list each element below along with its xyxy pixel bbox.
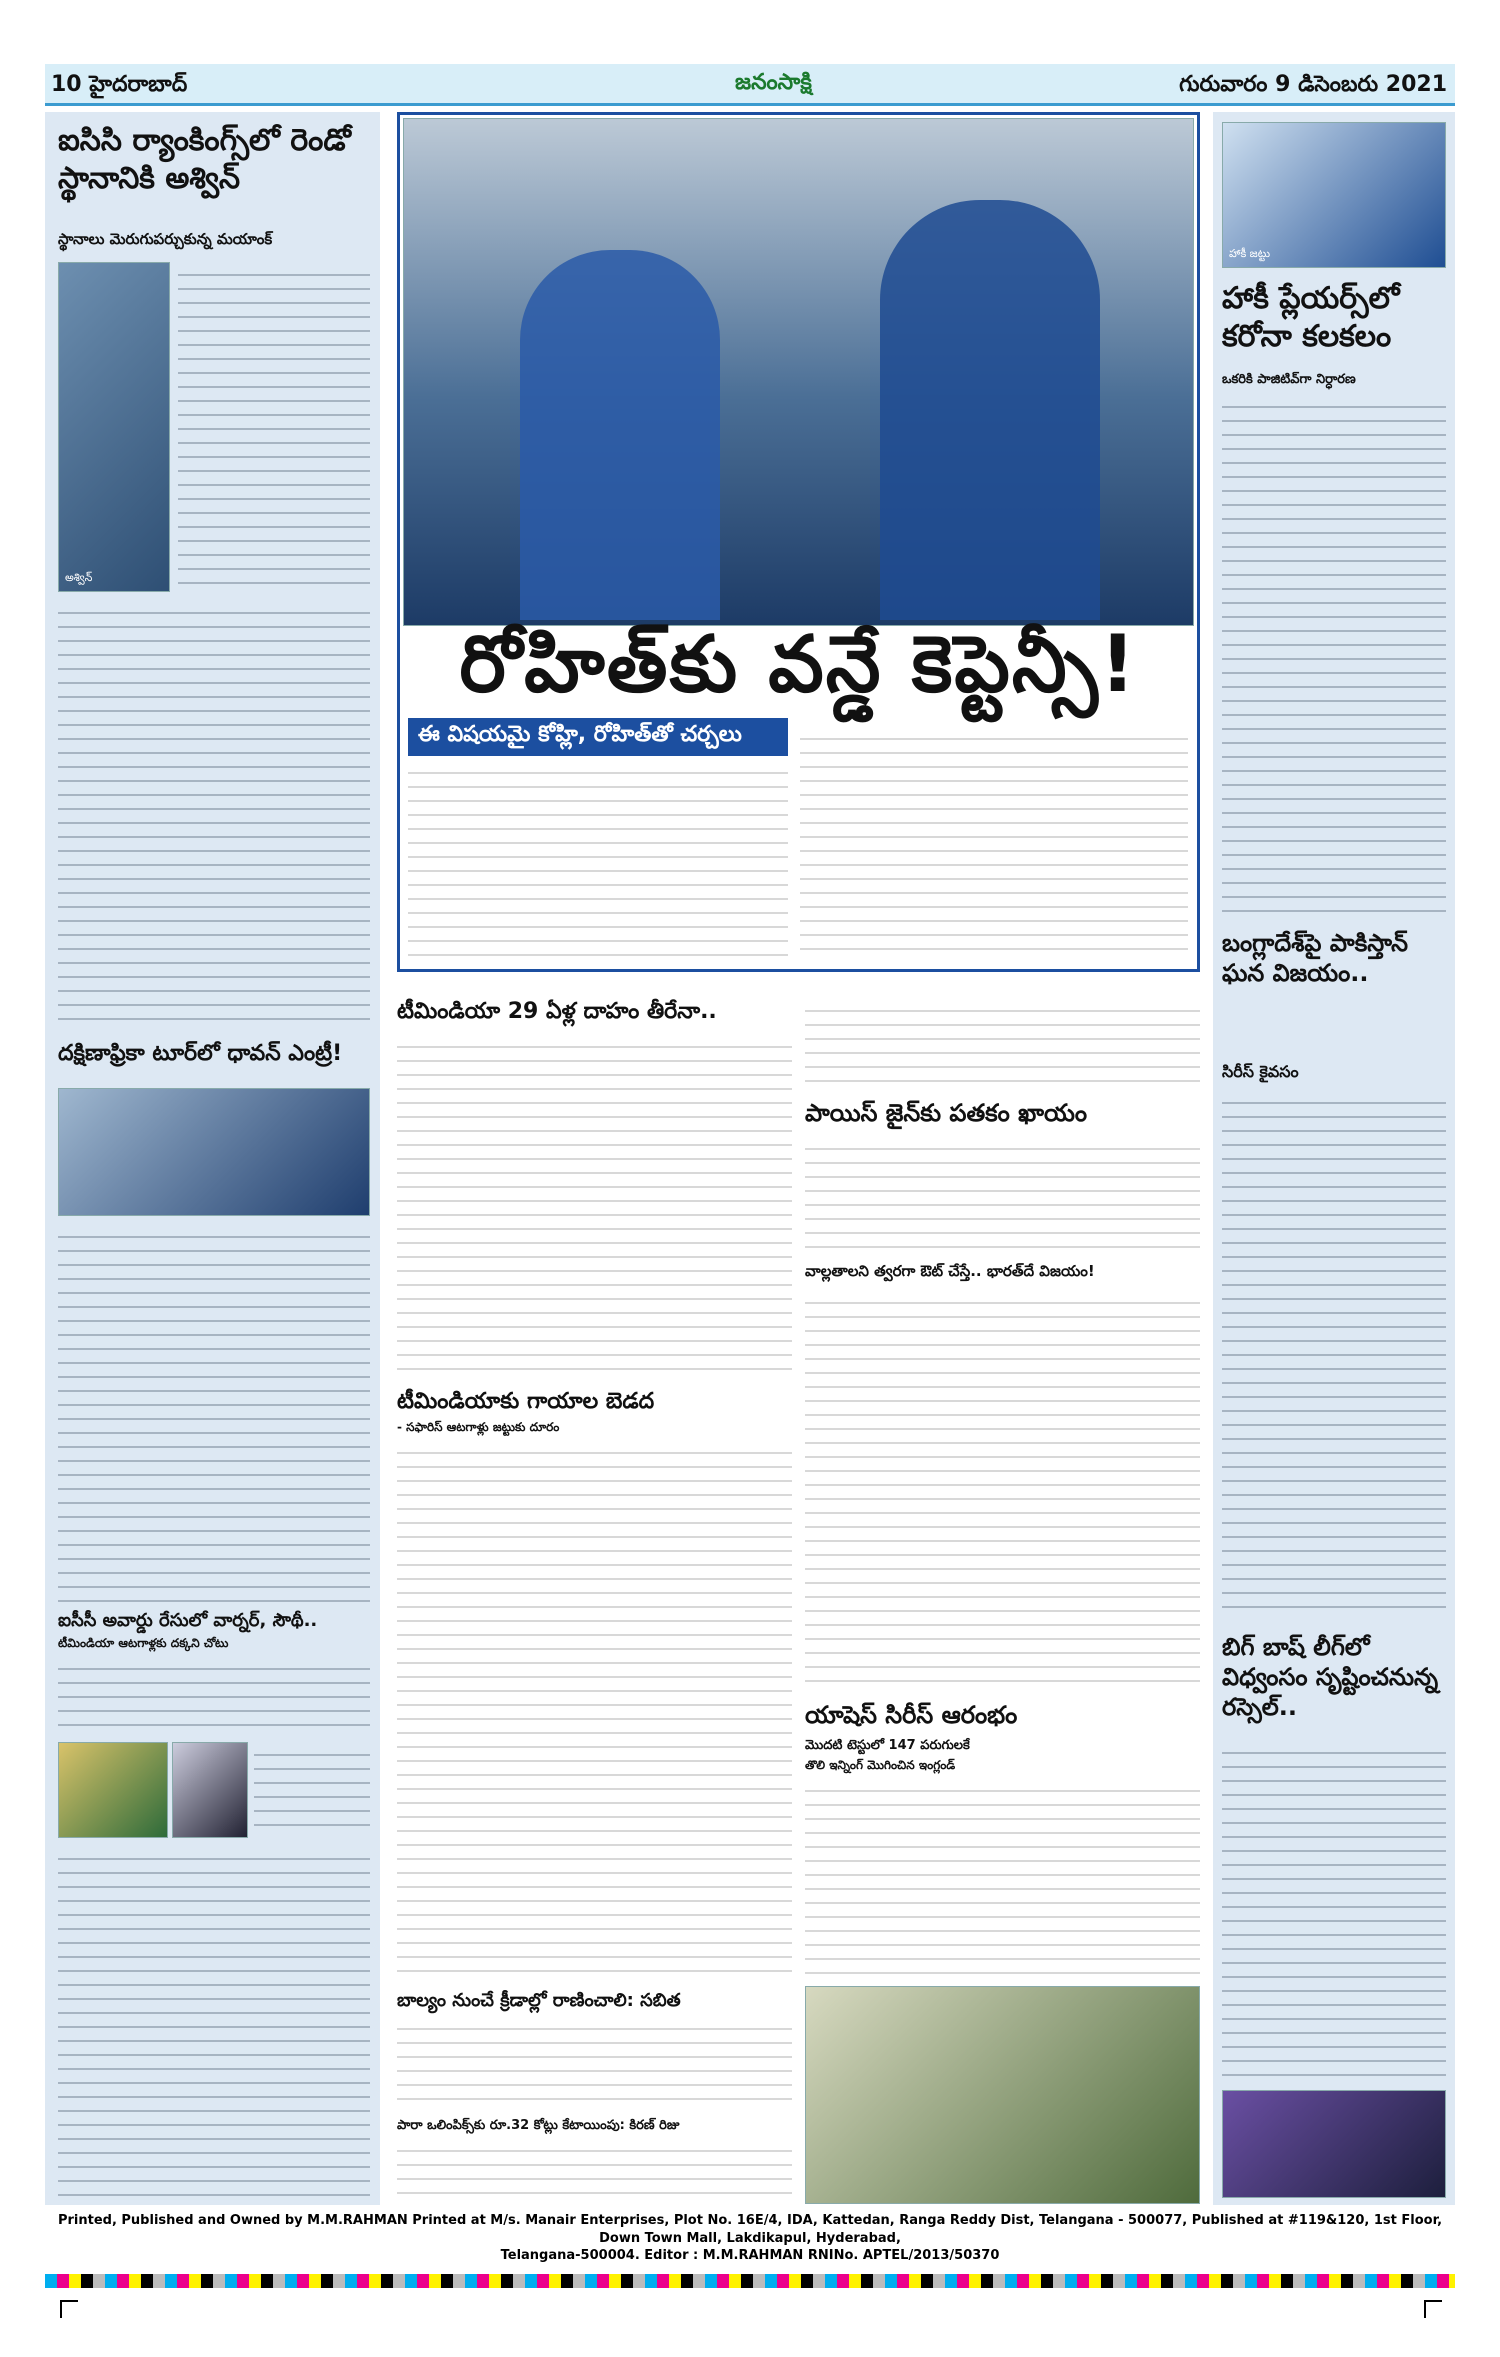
crop-mark-right: [1424, 2300, 1442, 2318]
story-g-sub2: తొలి ఇన్నింగ్ మొగించిన ఇంగ్లండ్: [805, 1758, 956, 1772]
left-story-text-1: [178, 262, 370, 592]
main-subhead: ఈ విషయమై కోహ్లి, రోహిత్‌తో చర్చలు: [408, 718, 788, 756]
right-story2-text: [1222, 1090, 1446, 1620]
story-e-text: [805, 1136, 1200, 1252]
hockey-photo: హాకీ జట్టు: [1222, 122, 1446, 268]
story-a-headline: టీమిండియా 29 ఏళ్ల దాహం తీరేనా..: [397, 999, 717, 1024]
story-f-text: [805, 1290, 1200, 1690]
story-g-sub1: మొదటి టెస్టులో 147 పరుగులకే: [805, 1738, 970, 1753]
story-d-text: [397, 2138, 792, 2202]
page-number-edition: 10 హైదరాబాద్: [51, 72, 188, 97]
left-story2-text: [58, 1224, 370, 1602]
story-e-headline: పాయిస్ జైన్‌కు పతకం ఖాయం: [805, 1099, 1088, 1127]
left-story2-headline: దక్షిణాఫ్రికా టూర్‌లో ధావన్ ఎంట్రీ!: [58, 1041, 343, 1066]
imprint-footer: [45, 2212, 1455, 2265]
player-figure-right: [880, 200, 1100, 620]
left-story-text-2: [58, 600, 370, 1030]
story-b-sub: - సఫారిస్ ఆటగాళ్లు జట్టుకు దూరం: [397, 1420, 560, 1434]
left-headline: ఐసిసి ర్యాంకింగ్స్‌లో రెండో స్థానానికి అశ్విన్: [58, 123, 351, 196]
left-story3-sub: టీమిండియా ఆటగాళ్లకు దక్కని చోటు: [58, 1636, 229, 1650]
left-story3-text-b: [254, 1742, 370, 1838]
ashes-photo: [805, 1986, 1200, 2204]
issue-date: గురువారం 9 డిసెంబరు 2021: [1179, 72, 1447, 97]
main-headline: రోహిత్‌కు వన్డే కెప్టెన్సీ!: [459, 620, 1138, 710]
crop-mark-left: [60, 2300, 78, 2318]
southee-photo: [172, 1742, 248, 1838]
right-story3-text: [1222, 1740, 1446, 2080]
story-c-headline: బాల్యం నుంచే క్రీడాల్లో రాణించాలి: సబిత: [397, 1990, 681, 2011]
main-story-text-2: [800, 726, 1188, 960]
right-headline-3: బిగ్ బాష్ లీగ్‌లో విధ్వంసం సృష్టించనున్న రస్సెల్..: [1222, 1633, 1439, 1721]
dhawan-photo: [58, 1088, 370, 1216]
right-story1-text: [1222, 394, 1446, 918]
imprint-line-1: Printed, Published and Owned by M.M.RAHMAN Printed at M/s. Manair Enterprises, Plot No. 16E/4, IDA, Kattedan, Ranga Reddy Dist, Telangana - 500077, Published at #119&120, 1st Floor, Down Town Mall, Lakdikapul, Hyderabad,: [57, 2213, 1443, 2246]
right-headline-2: బంగ్లాదేశ్‌పై పాకిస్తాన్ ఘన విజయం..: [1222, 929, 1409, 987]
warner-photo: [58, 1742, 168, 1838]
player-figure-left: [520, 250, 720, 620]
story-g-text: [805, 1778, 1200, 1978]
masthead-logo: జనంసాక్షి: [735, 70, 812, 95]
story-d-headline: పారా ఒలింపిక్స్‌కు రూ.32 కోట్లు కేటాయింపు: కిరణ్ రిజు: [397, 2118, 680, 2133]
page-header: [45, 64, 1455, 106]
right-sub-1: ఒకరికి పాజిటివ్‌గా నిర్ధారణ: [1222, 372, 1356, 387]
left-story3-headline: ఐసీసీ అవార్డు రేసులో వార్నర్, సౌథీ..: [58, 1610, 318, 1631]
story-e-lead-text: [805, 998, 1200, 1088]
left-subhead: స్థానాలు మెరుగుపర్చుకున్న మయాంక్: [58, 230, 273, 248]
russell-photo: [1222, 2090, 1446, 2198]
story-f-headline: వాల్లతాలని త్వరగా ఔట్ చేస్తే.. భారత్‌దే విజయం!: [805, 1262, 1095, 1280]
story-b-headline: టీమిండియాకు గాయాల బెడద: [397, 1389, 655, 1414]
left-story3-text-a: [58, 1656, 370, 1736]
story-b-text: [397, 1440, 792, 1980]
right-sub-2: సిరీస్ కైవసం: [1222, 1062, 1299, 1081]
left-story3-text-c: [58, 1846, 370, 2196]
story-a-text: [397, 1034, 792, 1374]
ashwin-photo: అశ్విన్: [58, 262, 170, 592]
story-c-text: [397, 2016, 792, 2106]
story-g-headline: యాషెస్ సిరీస్ ఆరంభం: [805, 1701, 1018, 1729]
imprint-line-2: Telangana-500004. Editor : M.M.RAHMAN RNINo. APTEL/2013/50370: [500, 2248, 1000, 2264]
main-story-text-1: [408, 760, 788, 960]
print-color-bar: [45, 2274, 1455, 2288]
right-headline-1: హాకీ ప్లేయర్స్‌లో కరోనా కలకలం: [1222, 281, 1400, 354]
